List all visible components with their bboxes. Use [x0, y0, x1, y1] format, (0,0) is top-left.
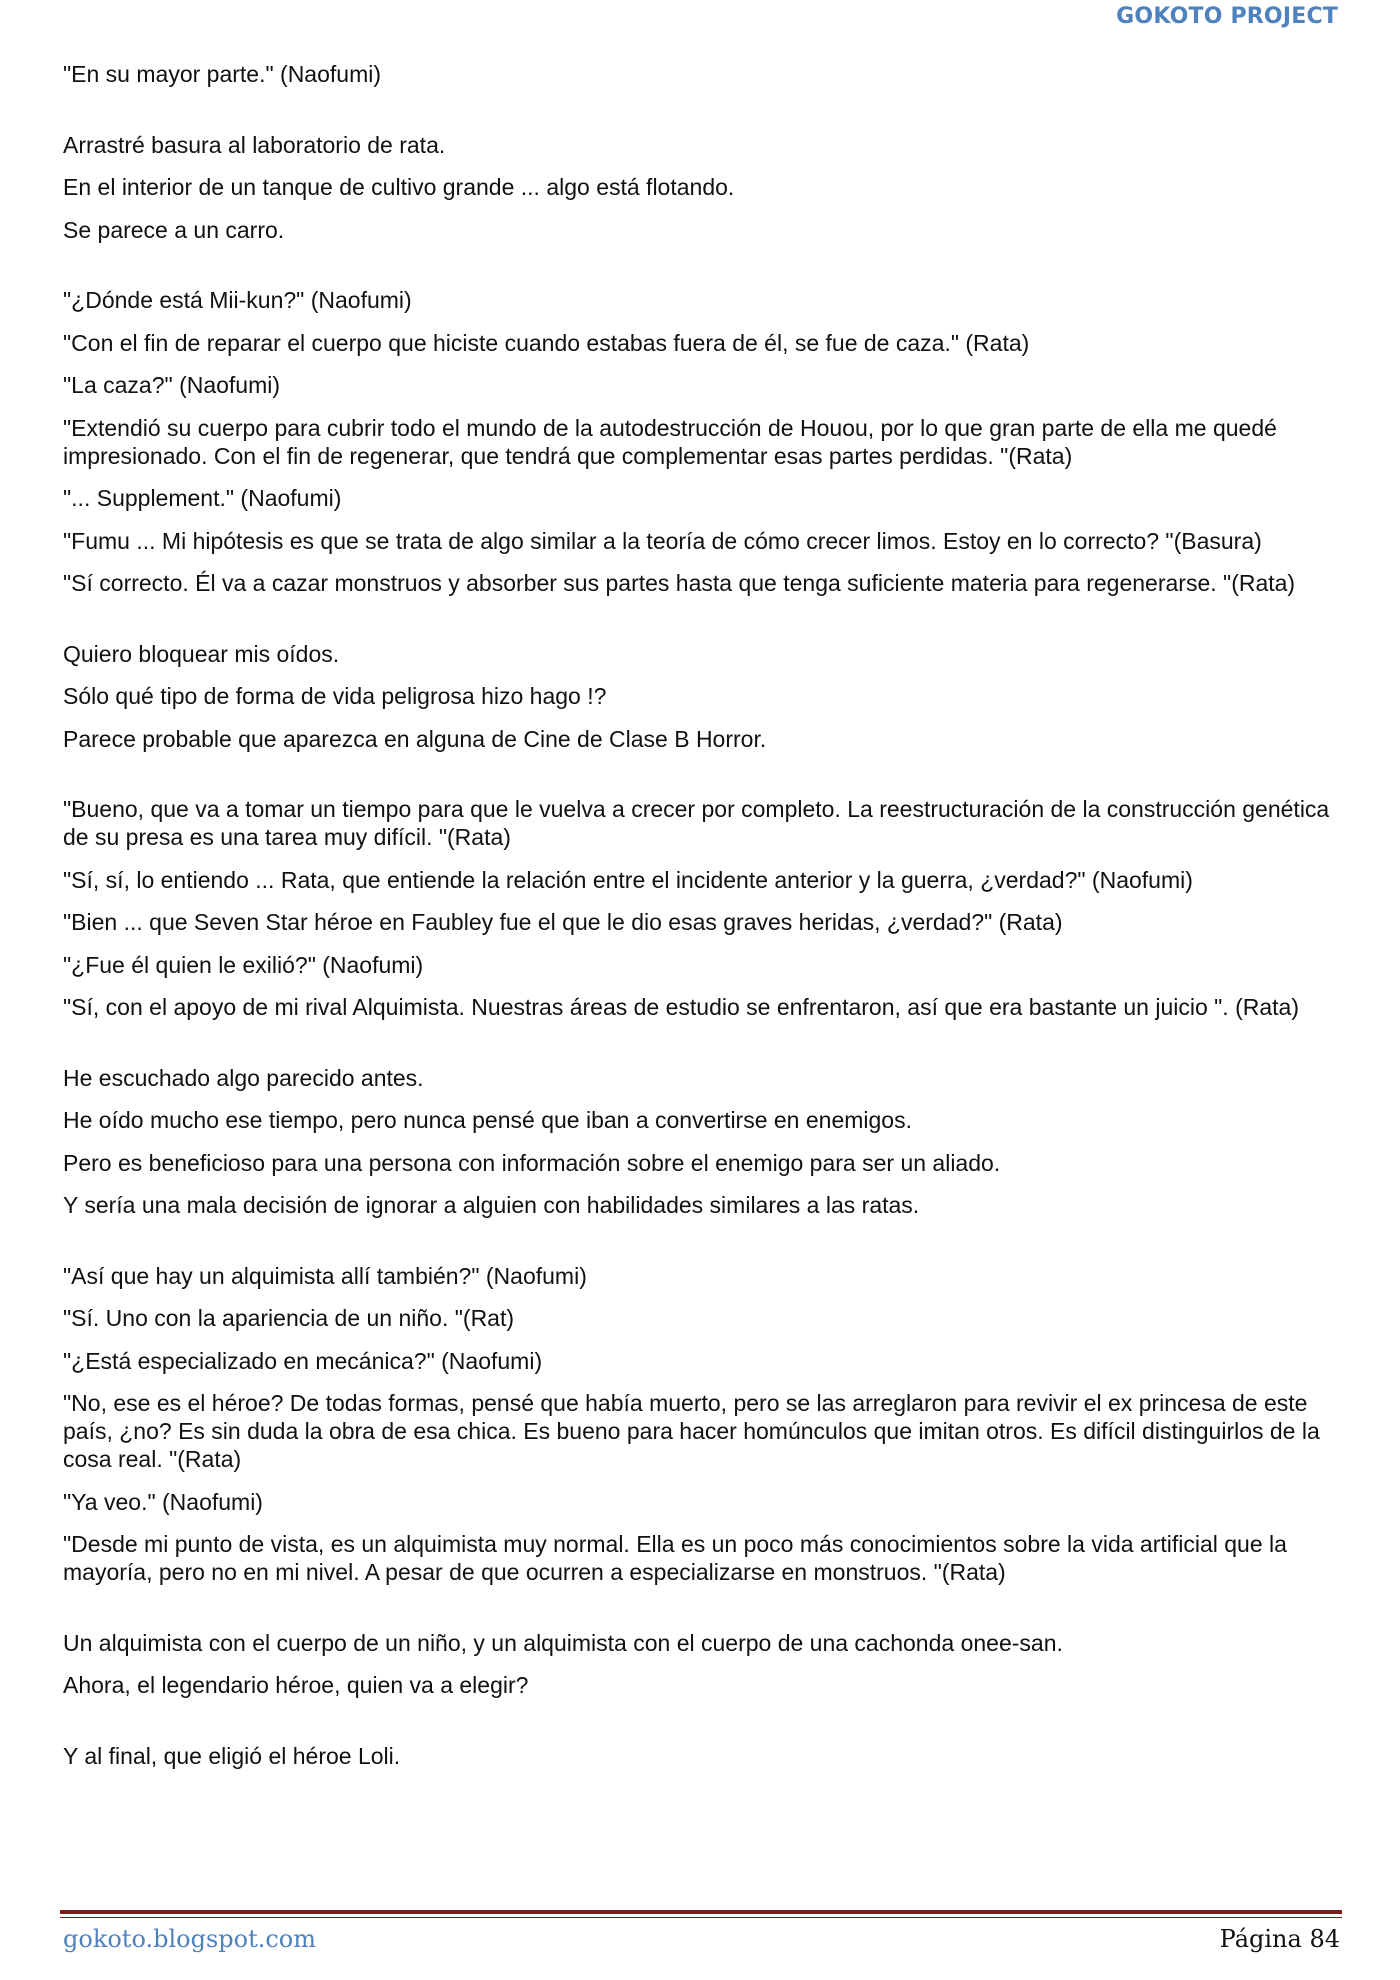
- paragraph: "... Supplement." (Naofumi): [63, 485, 342, 511]
- paragraph: "Fumu ... Mi hipótesis es que se trata de algo similar a la teoría de cómo crecer limos. Estoy en lo correcto? "(Basura): [63, 527, 1262, 554]
- paragraph: He escuchado algo parecido antes.: [63, 1064, 424, 1091]
- paragraph: Ahora, el legendario héroe, quien va a elegir?: [63, 1672, 529, 1698]
- paragraph: "Sí correcto. Él va a cazar monstruos y absorber sus partes hasta que tenga suficiente materia para regenerarse. "(Rata): [63, 570, 1296, 596]
- paragraph: Sólo qué tipo de forma de vida peligrosa hizo hago !?: [63, 683, 607, 709]
- paragraph: "No, ese es el héroe? De todas formas, pensé que había muerto, pero se las arreglaron para revivir el ex princesa de este país, ¿no? Es sin duda la obra de esa chica. Es bueno para hacer homúnculos que imitan otros. Es difícil distinguirlos de la cosa real. "(Rata): [63, 1390, 1320, 1472]
- footer-divider-thin: [60, 1917, 1342, 1918]
- paragraph-gap: [63, 767, 1343, 795]
- paragraph-gap: [63, 1234, 1343, 1262]
- paragraph: En el interior de un tanque de cultivo grande ... algo está flotando.: [63, 174, 735, 200]
- paragraph: "Ya veo." (Naofumi): [63, 1488, 263, 1515]
- document-body: [63, 60, 1343, 1784]
- page-number: Página 84: [1219, 1925, 1340, 1953]
- paragraph: Quiero bloquear mis oídos.: [63, 640, 340, 667]
- paragraph-gap: [63, 612, 1343, 640]
- paragraph: Un alquimista con el cuerpo de un niño, y un alquimista con el cuerpo de una cachonda onee-san.: [63, 1629, 1063, 1656]
- paragraph: "Sí, con el apoyo de mi rival Alquimista. Nuestras áreas de estudio se enfrentaron, así que era bastante un juicio ". (Rata): [63, 994, 1299, 1020]
- paragraph-gap: [63, 258, 1343, 286]
- paragraph: "Extendió su cuerpo para cubrir todo el mundo de la autodestrucción de Houou, por lo que gran parte de ella me quedé impresionado. Con el fin de regenerar, que tendrá que complementar esas partes perdidas. "(Rata): [63, 414, 1277, 469]
- paragraph: "Así que hay un alquimista allí también?" (Naofumi): [63, 1262, 587, 1289]
- paragraph: Se parece a un carro.: [63, 216, 285, 243]
- paragraph-gap: [63, 1714, 1343, 1742]
- paragraph: Parece probable que aparezca en alguna de Cine de Clase B Horror.: [63, 725, 767, 752]
- paragraph: Y al final, que eligió el héroe Loli.: [63, 1742, 401, 1769]
- paragraph: Y sería una mala decisión de ignorar a alguien con habilidades similares a las ratas.: [63, 1192, 920, 1218]
- paragraph: "En su mayor parte." (Naofumi): [63, 61, 381, 87]
- paragraph: "Con el fin de reparar el cuerpo que hiciste cuando estabas fuera de él, se fue de caza." (Rata): [63, 329, 1030, 356]
- paragraph: "Sí, sí, lo entiendo ... Rata, que entiende la relación entre el incidente anterior y la guerra, ¿verdad?" (Naofumi): [63, 866, 1193, 893]
- paragraph: "¿Dónde está Mii-kun?" (Naofumi): [63, 287, 412, 313]
- paragraph-gap: [63, 103, 1343, 131]
- paragraph: Arrastré basura al laboratorio de rata.: [63, 131, 446, 158]
- paragraph: He oído mucho ese tiempo, pero nunca pensé que iban a convertirse en enemigos.: [63, 1107, 912, 1133]
- paragraph: "La caza?" (Naofumi): [63, 372, 281, 398]
- paragraph: "¿Está especializado en mecánica?" (Naofumi): [63, 1347, 543, 1374]
- paragraph-gap: [63, 1601, 1343, 1629]
- paragraph: Pero es beneficioso para una persona con información sobre el enemigo para ser un aliado.: [63, 1149, 1001, 1176]
- paragraph: "Bien ... que Seven Star héroe en Faubley fue el que le dio esas graves heridas, ¿verdad?" (Rata): [63, 909, 1063, 935]
- header-title: GOKOTO PROJECT: [1116, 4, 1338, 29]
- paragraph: "¿Fue él quien le exilió?" (Naofumi): [63, 951, 424, 978]
- paragraph: "Desde mi punto de vista, es un alquimista muy normal. Ella es un poco más conocimientos sobre la vida artificial que la mayoría, pero no en mi nivel. A pesar de que ocurren a especializarse en monstruos. "(Rata): [63, 1531, 1287, 1585]
- paragraph-gap: [63, 1036, 1343, 1064]
- footer-divider: [60, 1910, 1342, 1914]
- footer-site-link[interactable]: gokoto.blogspot.com: [63, 1925, 317, 1953]
- paragraph: "Bueno, que va a tomar un tiempo para que le vuelva a crecer por completo. La reestructuración de la construcción genética de su presa es una tarea muy difícil. "(Rata): [63, 796, 1330, 850]
- paragraph: "Sí. Uno con la apariencia de un niño. "(Rat): [63, 1305, 515, 1331]
